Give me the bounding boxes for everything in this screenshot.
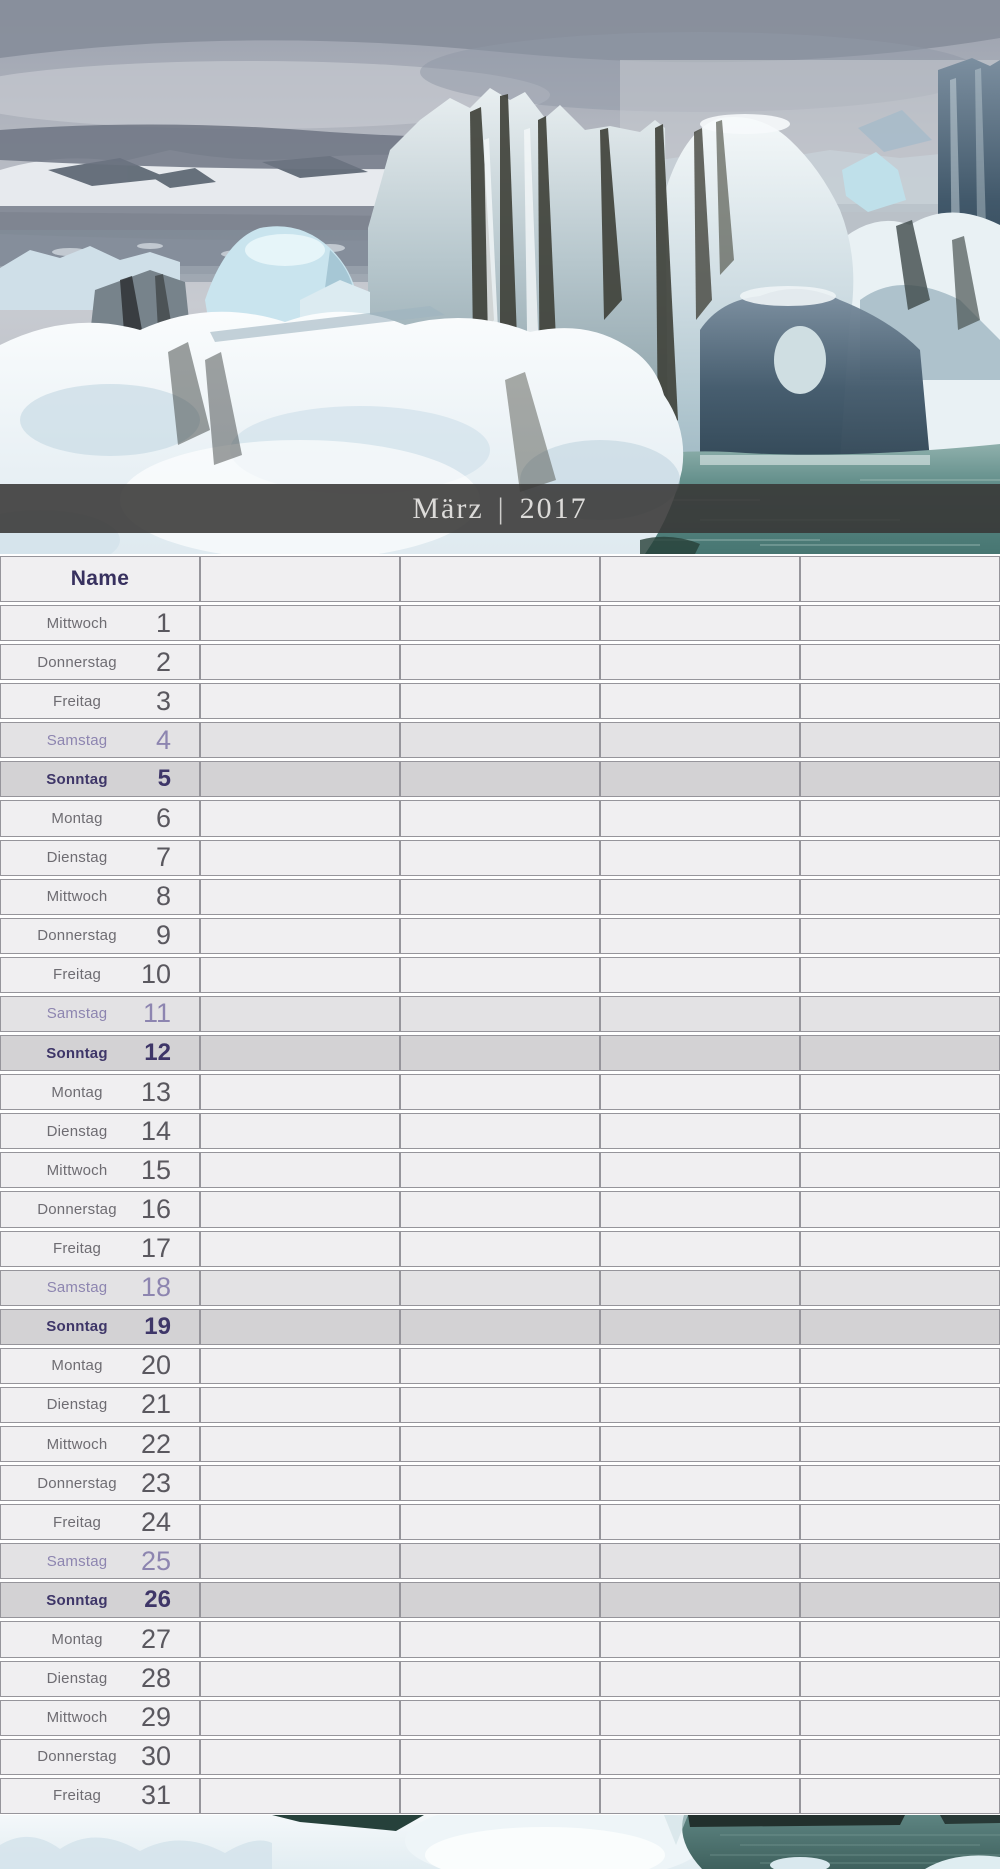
calendar-day-row (0, 722, 1000, 758)
entry-cell (600, 683, 800, 719)
entry-cell (400, 1504, 600, 1540)
entry-cell (800, 1113, 1000, 1149)
entry-cell (600, 1582, 800, 1618)
entry-cell (600, 1504, 800, 1540)
entry-cell (200, 800, 400, 836)
day-number: 19 (144, 1312, 171, 1340)
day-number: 6 (155, 803, 171, 834)
day-label-cell (0, 800, 200, 836)
entry-cell (800, 644, 1000, 680)
entry-cell (600, 918, 800, 954)
day-number: 15 (140, 1154, 171, 1185)
entry-cell (600, 1387, 800, 1423)
day-label-wrap (1, 606, 199, 640)
day-label-cell (0, 605, 200, 641)
entry-cell (200, 918, 400, 954)
weekday-label: Freitag (52, 1787, 102, 1805)
weekday-label: Montag (51, 1083, 103, 1101)
weekday-label: Sonntag (46, 770, 108, 788)
entry-cell (600, 1543, 800, 1579)
entry-cell (600, 1621, 800, 1657)
weekday-label: Freitag (52, 966, 102, 984)
day-number: 20 (140, 1350, 171, 1381)
calendar-day-row (0, 1231, 1000, 1267)
day-label-cell (0, 1387, 200, 1423)
entry-cell (600, 800, 800, 836)
day-label-cell (0, 996, 200, 1032)
entry-cell (800, 1191, 1000, 1227)
entry-cell (800, 918, 1000, 954)
entry-cell (800, 879, 1000, 915)
day-label-wrap (1, 958, 199, 992)
calendar-day-row (0, 1152, 1000, 1188)
weekday-label: Mittwoch (46, 888, 108, 906)
day-number: 13 (140, 1076, 171, 1107)
entry-cell (800, 1231, 1000, 1267)
day-label-wrap (1, 1427, 199, 1461)
entry-cell (400, 800, 600, 836)
calendar-day-row (0, 800, 1000, 836)
entry-cell (400, 644, 600, 680)
calendar-day-row (0, 1661, 1000, 1697)
entry-cell (200, 1113, 400, 1149)
day-label-cell (0, 1778, 200, 1814)
entry-cell (800, 1661, 1000, 1697)
day-label-cell (0, 1465, 200, 1501)
entry-cell (800, 957, 1000, 993)
day-label-cell (0, 1426, 200, 1462)
day-label-cell (0, 683, 200, 719)
entry-cell (800, 761, 1000, 797)
entry-cell (400, 1778, 600, 1814)
entry-cell (800, 1465, 1000, 1501)
entry-cell (400, 1543, 600, 1579)
day-label-wrap (1, 880, 199, 914)
calendar-day-row (0, 1426, 1000, 1462)
day-number: 5 (157, 765, 171, 793)
calendar-header-row (0, 556, 1000, 602)
calendar-day-row (0, 644, 1000, 680)
day-label-wrap (1, 841, 199, 875)
entry-column-header (400, 556, 600, 602)
entry-cell (400, 1465, 600, 1501)
day-label-wrap (1, 645, 199, 679)
day-number: 8 (155, 881, 171, 912)
entry-cell (400, 957, 600, 993)
entry-cell (800, 1504, 1000, 1540)
entry-cell (800, 1309, 1000, 1345)
entry-cell (400, 1113, 600, 1149)
day-label-cell (0, 1739, 200, 1775)
iceberg-photo-scene (0, 0, 1000, 554)
entry-cell (200, 644, 400, 680)
day-label-wrap (1, 1153, 199, 1187)
day-label-cell (0, 1035, 200, 1071)
entry-cell (800, 1700, 1000, 1736)
day-label-wrap (1, 997, 199, 1031)
name-header-label: Name (70, 567, 130, 590)
entry-cell (600, 761, 800, 797)
entry-cell (200, 1465, 400, 1501)
entry-cell (600, 1113, 800, 1149)
calendar-day-row (0, 605, 1000, 641)
entry-cell (600, 1739, 800, 1775)
iceberg-photo-bottom-scene (0, 1815, 1000, 1869)
entry-cell (400, 683, 600, 719)
entry-cell (200, 840, 400, 876)
calendar-table (0, 553, 1000, 1817)
day-number: 24 (140, 1506, 171, 1537)
weekday-label: Freitag (52, 692, 102, 710)
entry-cell (400, 1074, 600, 1110)
entry-cell (200, 1348, 400, 1384)
day-label-wrap (1, 1583, 199, 1617)
entry-cell (200, 1074, 400, 1110)
entry-cell (800, 683, 1000, 719)
day-number: 12 (144, 1039, 171, 1067)
name-column-header (0, 556, 200, 602)
entry-cell (200, 1270, 400, 1306)
entry-cell (800, 1152, 1000, 1188)
day-number: 1 (155, 607, 171, 638)
calendar-day-row (0, 1270, 1000, 1306)
entry-cell (600, 605, 800, 641)
day-label-cell (0, 1152, 200, 1188)
entry-cell (200, 1621, 400, 1657)
entry-column-header (200, 556, 400, 602)
calendar-day-row (0, 840, 1000, 876)
day-label-wrap (1, 684, 199, 718)
day-label-wrap (1, 1310, 199, 1344)
entry-cell (600, 879, 800, 915)
entry-cell (400, 761, 600, 797)
calendar-day-row (0, 996, 1000, 1032)
day-label-cell (0, 879, 200, 915)
entry-cell (600, 1700, 800, 1736)
entry-cell (400, 605, 600, 641)
weekday-label: Samstag (46, 731, 108, 749)
day-number: 28 (140, 1663, 171, 1694)
entry-cell (800, 1035, 1000, 1071)
weekday-label: Montag (51, 1630, 103, 1648)
entry-cell (200, 1309, 400, 1345)
entry-cell (600, 1270, 800, 1306)
iceberg-photo (0, 0, 1000, 554)
day-label-wrap (1, 1075, 199, 1109)
day-label-wrap (1, 1192, 199, 1226)
day-label-cell (0, 918, 200, 954)
entry-cell (600, 1231, 800, 1267)
entry-cell (400, 1739, 600, 1775)
day-label-wrap (1, 801, 199, 835)
day-number: 29 (140, 1702, 171, 1733)
entry-cell (800, 1739, 1000, 1775)
calendar-day-row (0, 1465, 1000, 1501)
entry-cell (400, 1270, 600, 1306)
entry-cell (600, 1309, 800, 1345)
entry-cell (800, 1778, 1000, 1814)
day-label-cell (0, 1504, 200, 1540)
entry-cell (200, 1661, 400, 1697)
day-label-wrap (1, 723, 199, 757)
day-number: 21 (140, 1389, 171, 1420)
weekday-label: Montag (51, 1357, 103, 1375)
day-number: 3 (155, 685, 171, 716)
entry-cell (400, 1191, 600, 1227)
day-label-wrap (1, 1662, 199, 1696)
day-label-wrap (1, 1036, 199, 1070)
weekday-label: Dienstag (46, 1670, 108, 1688)
entry-column-header (800, 556, 1000, 602)
calendar-day-row (0, 1035, 1000, 1071)
entry-cell (400, 1700, 600, 1736)
weekday-label: Mittwoch (46, 614, 108, 632)
day-number: 9 (155, 920, 171, 951)
weekday-label: Donnerstag (37, 927, 117, 945)
entry-cell (800, 1270, 1000, 1306)
weekday-label: Dienstag (46, 1122, 108, 1140)
entry-cell (600, 1152, 800, 1188)
entry-cell (600, 1778, 800, 1814)
entry-cell (800, 800, 1000, 836)
day-number: 11 (142, 998, 171, 1029)
calendar-day-row (0, 1309, 1000, 1345)
calendar-day-row (0, 879, 1000, 915)
day-label-cell (0, 1700, 200, 1736)
weekday-label: Freitag (52, 1513, 102, 1531)
day-label-cell (0, 722, 200, 758)
day-label-cell (0, 1074, 200, 1110)
day-number: 17 (140, 1233, 171, 1264)
day-label-cell (0, 1191, 200, 1227)
day-label-wrap (1, 1622, 199, 1656)
day-label-cell (0, 1582, 200, 1618)
day-label-cell (0, 1231, 200, 1267)
entry-cell (600, 1661, 800, 1697)
entry-cell (200, 683, 400, 719)
day-label-wrap (1, 1114, 199, 1148)
day-number: 10 (140, 959, 171, 990)
entry-cell (600, 1348, 800, 1384)
iceberg-photo-bottom (0, 1815, 1000, 1869)
entry-cell (400, 1231, 600, 1267)
entry-cell (200, 1700, 400, 1736)
day-label-cell (0, 1270, 200, 1306)
weekday-label: Sonntag (46, 1044, 108, 1062)
weekday-label: Samstag (46, 1279, 108, 1297)
day-number: 14 (140, 1115, 171, 1146)
day-number: 18 (140, 1272, 171, 1303)
calendar-day-row (0, 1387, 1000, 1423)
day-label-wrap (1, 1271, 199, 1305)
entry-cell (800, 1348, 1000, 1384)
month-banner (0, 484, 1000, 533)
day-label-wrap (1, 1388, 199, 1422)
calendar-day-row (0, 918, 1000, 954)
entry-cell (800, 605, 1000, 641)
entry-cell (800, 1582, 1000, 1618)
entry-cell (400, 1035, 600, 1071)
entry-cell (200, 1504, 400, 1540)
entry-cell (600, 1035, 800, 1071)
entry-column-header (600, 556, 800, 602)
entry-cell (200, 1426, 400, 1462)
day-number: 2 (155, 646, 171, 677)
day-label-cell (0, 1113, 200, 1149)
day-label-cell (0, 957, 200, 993)
weekday-label: Sonntag (46, 1591, 108, 1609)
weekday-label: Mittwoch (46, 1435, 108, 1453)
calendar-day-row (0, 683, 1000, 719)
day-label-wrap (1, 1701, 199, 1735)
day-label-cell (0, 1543, 200, 1579)
entry-cell (200, 957, 400, 993)
day-label-wrap (1, 1349, 199, 1383)
day-label-wrap (1, 1779, 199, 1813)
day-label-wrap (1, 1544, 199, 1578)
calendar-day-row (0, 1543, 1000, 1579)
entry-cell (400, 1387, 600, 1423)
entry-cell (200, 996, 400, 1032)
day-label-cell (0, 644, 200, 680)
entry-cell (600, 1426, 800, 1462)
entry-cell (400, 1582, 600, 1618)
entry-cell (400, 1309, 600, 1345)
entry-cell (400, 1621, 600, 1657)
day-number: 27 (140, 1623, 171, 1654)
entry-cell (600, 722, 800, 758)
entry-cell (400, 1152, 600, 1188)
day-label-wrap (1, 762, 199, 796)
day-number: 23 (140, 1467, 171, 1498)
weekday-label: Dienstag (46, 849, 108, 867)
entry-cell (200, 761, 400, 797)
day-label-cell (0, 1309, 200, 1345)
entry-cell (400, 840, 600, 876)
day-label-cell (0, 1348, 200, 1384)
calendar-day-row (0, 1504, 1000, 1540)
entry-cell (200, 1387, 400, 1423)
entry-cell (200, 1543, 400, 1579)
weekday-label: Sonntag (46, 1318, 108, 1336)
day-label-cell (0, 840, 200, 876)
weekday-label: Samstag (46, 1552, 108, 1570)
weekday-label: Donnerstag (37, 653, 117, 671)
weekday-label: Samstag (46, 1005, 108, 1023)
entry-cell (800, 722, 1000, 758)
entry-cell (400, 722, 600, 758)
entry-cell (600, 957, 800, 993)
entry-cell (800, 840, 1000, 876)
calendar-day-row (0, 1778, 1000, 1814)
entry-cell (200, 1152, 400, 1188)
calendar-day-row (0, 1739, 1000, 1775)
day-number: 25 (140, 1545, 171, 1576)
entry-cell (400, 1348, 600, 1384)
calendar-day-row (0, 1074, 1000, 1110)
entry-cell (400, 1661, 600, 1697)
day-label-cell (0, 761, 200, 797)
day-number: 16 (140, 1193, 171, 1224)
calendar-day-row (0, 1700, 1000, 1736)
banner-month: März (412, 491, 484, 525)
entry-cell (200, 605, 400, 641)
entry-cell (600, 996, 800, 1032)
day-label-wrap (1, 1466, 199, 1500)
weekday-label: Mittwoch (46, 1709, 108, 1727)
entry-cell (400, 918, 600, 954)
day-number: 22 (140, 1428, 171, 1459)
entry-cell (800, 1621, 1000, 1657)
weekday-label: Donnerstag (37, 1748, 117, 1766)
entry-cell (200, 1035, 400, 1071)
day-number: 26 (144, 1586, 171, 1614)
calendar-day-row (0, 1191, 1000, 1227)
weekday-label: Mittwoch (46, 1161, 108, 1179)
entry-cell (200, 879, 400, 915)
entry-cell (600, 644, 800, 680)
entry-cell (800, 1387, 1000, 1423)
entry-cell (600, 1074, 800, 1110)
entry-cell (400, 996, 600, 1032)
day-label-cell (0, 1621, 200, 1657)
entry-cell (200, 1191, 400, 1227)
day-label-wrap (1, 1232, 199, 1266)
day-label-wrap (1, 1505, 199, 1539)
weekday-label: Freitag (52, 1240, 102, 1258)
calendar-day-row (0, 957, 1000, 993)
banner-year: 2017 (519, 491, 588, 525)
entry-cell (800, 1543, 1000, 1579)
entry-cell (200, 1778, 400, 1814)
day-number: 7 (155, 842, 171, 873)
weekday-label: Dienstag (46, 1396, 108, 1414)
day-label-wrap (1, 1740, 199, 1774)
entry-cell (200, 1739, 400, 1775)
calendar-day-row (0, 761, 1000, 797)
calendar-day-row (0, 1582, 1000, 1618)
weekday-label: Montag (51, 810, 103, 828)
entry-cell (800, 1074, 1000, 1110)
entry-cell (600, 1191, 800, 1227)
weekday-label: Donnerstag (37, 1474, 117, 1492)
entry-cell (200, 1582, 400, 1618)
calendar-day-row (0, 1348, 1000, 1384)
entry-cell (400, 879, 600, 915)
entry-cell (600, 1465, 800, 1501)
banner-separator: | (497, 491, 506, 525)
day-number: 31 (140, 1780, 171, 1811)
day-label-cell (0, 1661, 200, 1697)
day-number: 4 (155, 724, 171, 755)
entry-cell (200, 1231, 400, 1267)
weekday-label: Donnerstag (37, 1200, 117, 1218)
calendar-day-row (0, 1621, 1000, 1657)
entry-cell (800, 996, 1000, 1032)
day-number: 30 (140, 1741, 171, 1772)
entry-cell (600, 840, 800, 876)
day-label-wrap (1, 919, 199, 953)
entry-cell (400, 1426, 600, 1462)
entry-cell (800, 1426, 1000, 1462)
entry-cell (200, 722, 400, 758)
calendar-day-row (0, 1113, 1000, 1149)
